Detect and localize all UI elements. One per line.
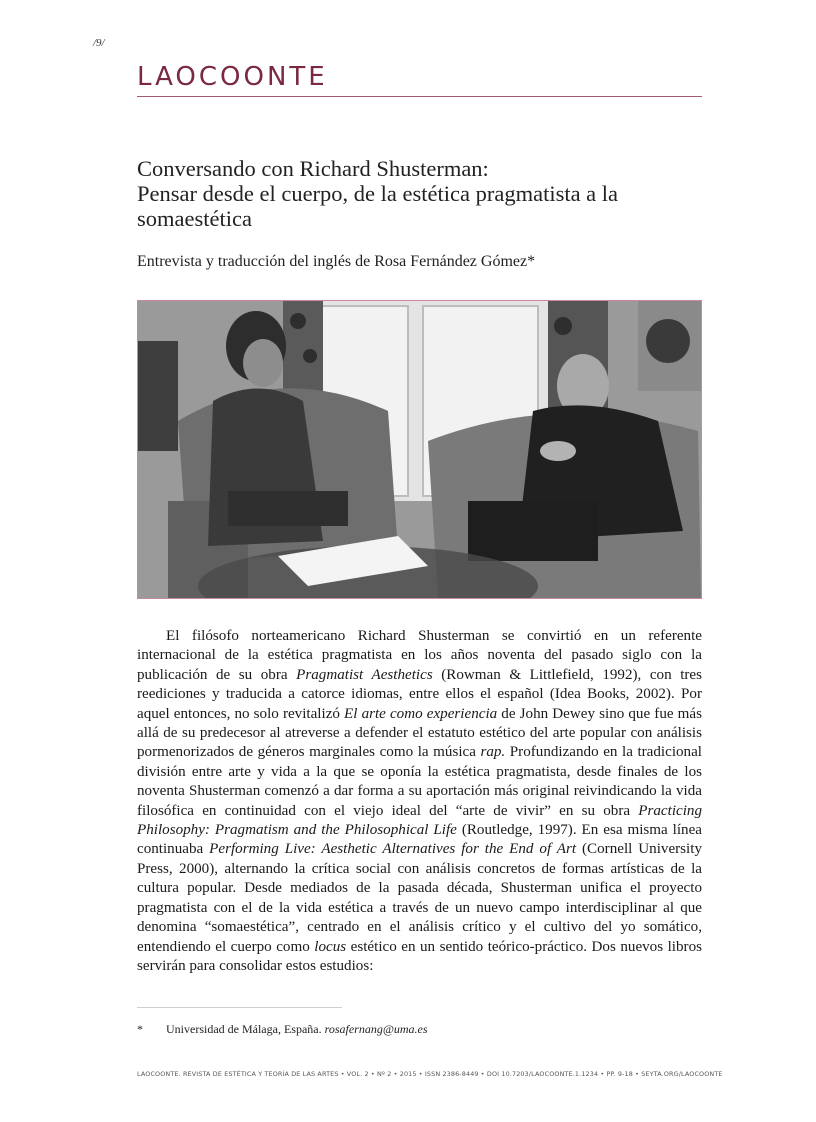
footnote	[137, 1022, 428, 1037]
body-text-segment: de John Dewey sino que fue más allá de su predecesor al atreverse a defender el estatuto estético del arte popular con análisis pormenorizados de géneros marginales como la música	[137, 705, 702, 761]
footnote-divider	[137, 1007, 342, 1008]
body-text-segment: (Cornell University Press, 2000), alternando la crítica social con análisis concretos de formas artísticas de la cultura popular. Desde mediados de la pasada década, Shusterman unifica el proyecto pragmatista con el de la vida estética a través de un nuevo campo interdisciplinar al que denomina “somaestética”, centrado en el análisis crítico y el cultivo del yo somático, entendiendo el cuerpo como	[137, 841, 702, 955]
body-text-segment: estético en un sentido teórico-práctico. Dos nuevos libros servirán para consolidar estos estudios:	[137, 938, 702, 974]
body-paragraph	[137, 627, 702, 976]
footnote-email[interactable]: rosafernang@uma.es	[324, 1022, 428, 1036]
page-number: /9/	[93, 37, 105, 49]
footnote-mark: *	[137, 1022, 143, 1036]
journal-logo: LAOCOONTE	[137, 62, 328, 92]
interview-photo	[137, 300, 702, 599]
article-subtitle: Entrevista y traducción del inglés de Rosa Fernández Gómez*	[137, 253, 536, 270]
book-title: Practicing Philosophy: Pragmatism and the Philosophical Life	[137, 802, 702, 839]
italic-term: locus	[314, 938, 347, 955]
header-divider	[137, 96, 702, 97]
photo-image-icon	[138, 301, 701, 598]
italic-term: rap.	[480, 744, 506, 761]
journal-footer: LAOCOONTE. REVISTA DE ESTÉTICA Y TEORÍA DE LAS ARTES • VOL. 2 • Nº 2 • 2015 • ISSN 2386-8449 • DOI 10.7203/LAOCOONTE.1.1234 • PP. 9-18 • SEYTA.ORG/LAOCOONTE	[137, 1070, 723, 1078]
book-title: El arte como experiencia	[344, 705, 498, 722]
body-text-segment: (Rowman & Littlefield, 1992), con tres reediciones y traducida a catorce idiomas, entre ellos el español (Idea Books, 2002). Por aquel entonces, no solo revitalizó	[137, 666, 702, 722]
body-text-segment: Profundizando en la tradicional división entre arte y vida a la que se oponía la estética pragmatista, desde finales de los noventa Shusterman comenzó a dar forma a su aportación más original reivindicando la vida filosófica en continuidad con el viejo ideal del “arte de vivir” en su obra	[137, 744, 703, 819]
article-title	[137, 156, 702, 231]
book-title: Pragmatist Aesthetics	[296, 666, 433, 683]
title-line-1: Conversando con Richard Shusterman:	[137, 156, 489, 181]
footnote-affiliation: Universidad de Málaga, España.	[166, 1022, 325, 1036]
article-body	[137, 627, 702, 976]
title-line-3: somaestética	[137, 206, 252, 231]
body-text-segment: El filósofo norteamericano Richard Shusterman se convirtió en un referente internacional de la estética pragmatista en los años noventa del pasado siglo con la publicación de su obra	[137, 628, 702, 683]
title-line-2: Pensar desde el cuerpo, de la estética pragmatista a la	[137, 181, 619, 206]
book-title: Performing Live: Aesthetic Alternatives for the End of Art	[209, 841, 577, 858]
body-text-segment: (Routledge, 1997). En esa misma línea continuaba	[137, 822, 702, 858]
